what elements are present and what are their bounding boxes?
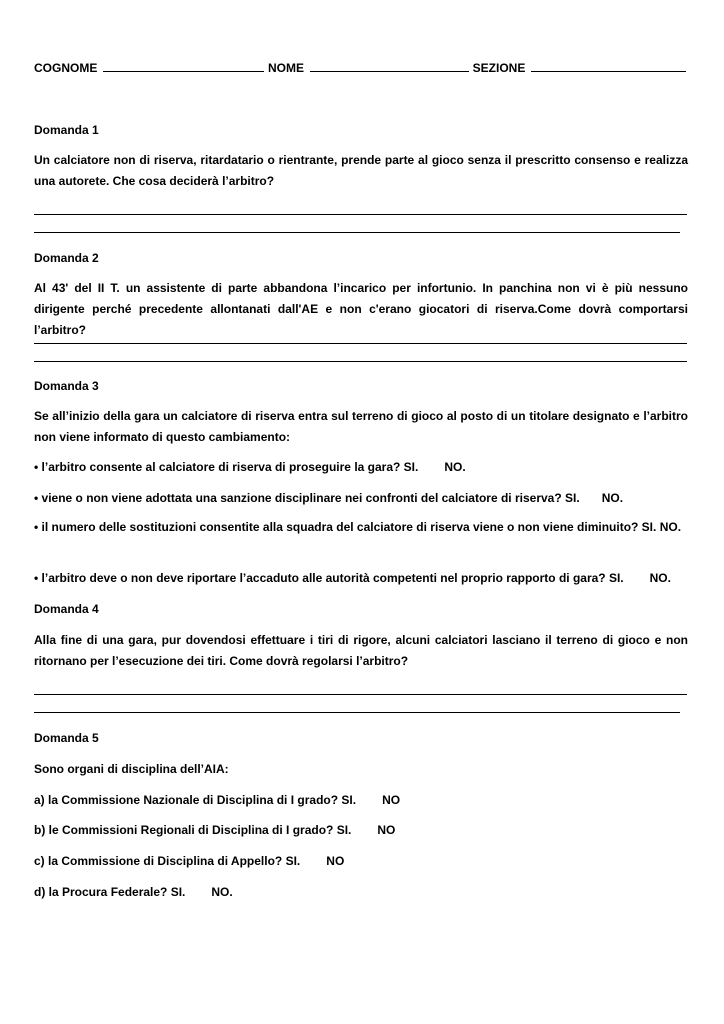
question-5-option [34,851,688,872]
name-label: NOME [267,61,304,75]
option-no: NO. [211,885,233,899]
question-5-title: Domanda 5 [34,731,99,745]
bullet-no: NO. [649,571,671,585]
answer-4-line-1[interactable] [34,694,687,695]
option-no: NO [377,823,396,837]
question-5-intro: Sono organi di disciplina dell’AIA: [34,762,229,776]
question-3-bullet [34,488,688,509]
section-label: SEZIONE [472,61,526,75]
bullet-text: • l’arbitro deve o non deve riportare l’accaduto alle autorità competenti nel proprio rapporto di gara? SI. [34,571,624,585]
question-5-option [34,882,688,903]
question-2-title: Domanda 2 [34,251,99,265]
question-2-text: Al 43' del II T. un assistente di parte abbandona l’incarico per infortunio. In panchina non vi è più nessuno dirigente perché precedente allontanati dall'AE e non c'erano giocatori di riserva.Come dovrà comportarsi l’arbitro? [34,281,688,337]
answer-1-line-2[interactable] [34,232,680,233]
option-text: b) le Commissioni Regionali di Disciplina di I grado? SI. [34,823,352,837]
question-4-title: Domanda 4 [34,602,99,616]
bullet-text: • il numero delle sostituzioni consentite alla squadra del calciatore di riserva viene o non viene diminuito? SI. NO. [34,520,682,534]
bullet-no: NO. [601,491,624,505]
question-4-text: Alla fine di una gara, pur dovendosi effettuare i tiri di rigore, alcuni calciatori lasciano il terreno di gioco e non ritornano per l’esecuzione dei tiri. Come dovrà regolarsi l’arbitro? [34,633,688,668]
surname-label: COGNOME [34,61,98,75]
surname-field[interactable] [103,59,264,72]
option-no: NO [382,793,401,807]
question-3-bullet [34,568,688,589]
name-field[interactable] [310,59,469,72]
question-5-option [34,820,688,841]
question-3-bullet [34,457,688,478]
bullet-text: • viene o non viene adottata una sanzione disciplinare nei confronti del calciatore di riserva? SI. [34,491,580,505]
answer-1-line-1[interactable] [34,214,687,215]
bullet-text: • l’arbitro consente al calciatore di riserva di proseguire la gara? SI. [34,460,419,474]
option-text: c) la Commissione di Disciplina di Appello? SI. [34,854,301,868]
question-5-option [34,790,688,811]
question-1-title: Domanda 1 [34,123,99,137]
student-header [34,58,690,79]
option-text: d) la Procura Federale? SI. [34,885,186,899]
answer-4-line-2[interactable] [34,712,680,713]
bullet-no: NO. [444,460,466,474]
question-1-text: Un calciatore non di riserva, ritardatario o rientrante, prende parte al gioco senza il prescritto consenso e realizza una autorete. Che cosa deciderà l’arbitro? [34,153,688,188]
answer-2-line-2[interactable] [34,361,687,362]
question-3-text: Se all’inizio della gara un calciatore di riserva entra sul terreno di gioco al posto di un titolare designato e l’arbitro non viene informato di questo cambiamento: [34,409,688,444]
answer-2-line-1[interactable] [34,343,687,344]
option-text: a) la Commissione Nazionale di Disciplina di I grado? SI. [34,793,357,807]
option-no: NO [326,854,345,868]
question-3-bullet [34,517,688,538]
question-3-title: Domanda 3 [34,379,99,393]
section-field[interactable] [531,59,686,72]
